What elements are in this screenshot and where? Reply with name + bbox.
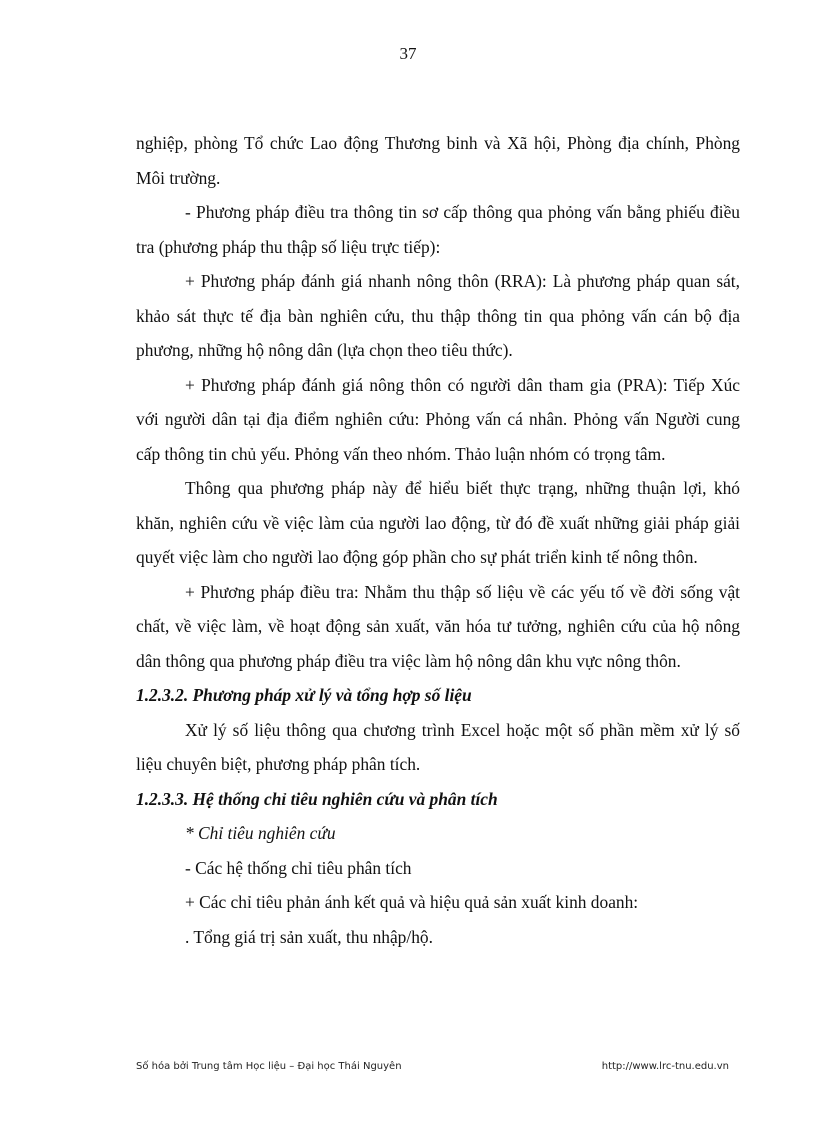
list-item-indicator-systems: - Các hệ thống chỉ tiêu phân tích	[185, 857, 412, 878]
subheading-research-indicators: * Chỉ tiêu nghiên cứu	[185, 823, 336, 843]
footer-credit: Số hóa bởi Trung tâm Học liệu – Đại học Thái Nguyên	[136, 1061, 402, 1072]
list-item-total-production-value: . Tổng giá trị sản xuất, thu nhập/hộ.	[185, 926, 433, 947]
paragraph-survey-method: + Phương pháp điều tra: Nhằm thu thập số liệu về các yếu tố về đời sống vật chất, về việc làm, về hoạt động sản xuất, văn hóa tư tưởng, nghiên cứu của hộ nông dân thông qua phương pháp điều tra việc làm hộ nông dân khu vực nông thôn.	[136, 581, 740, 671]
paragraph-data-processing: Xử lý số liệu thông qua chương trình Excel hoặc một số phần mềm xử lý số liệu chuyên biệt, phương pháp phân tích.	[136, 719, 740, 774]
footer-url: http://www.lrc-tnu.edu.vn	[601, 1061, 729, 1072]
paragraph-pra: + Phương pháp đánh giá nông thôn có người dân tham gia (PRA): Tiếp Xúc với người dân tại địa điểm nghiên cứu: Phỏng vấn cá nhân. Phỏng vấn Người cung cấp thông tin chủ yếu. Phỏng vấn theo nhóm. Thảo luận nhóm có trọng tâm.	[136, 374, 740, 464]
section-heading-indicators: 1.2.3.3. Hệ thống chỉ tiêu nghiên cứu và phân tích	[136, 788, 498, 809]
list-item-business-results: + Các chỉ tiêu phản ánh kết quả và hiệu quả sản xuất kinh doanh:	[185, 892, 639, 912]
section-heading-data-processing: 1.2.3.2. Phương pháp xử lý và tổng hợp số liệu	[136, 685, 472, 705]
paragraph-rra: + Phương pháp đánh giá nhanh nông thôn (RRA): Là phương pháp quan sát, khảo sát thực tế địa bàn nghiên cứu, thu thập thông tin qua phỏng vấn cán bộ địa phương, những hộ nông dân (lựa chọn theo tiêu thức).	[136, 271, 740, 360]
paragraph-primary-survey: - Phương pháp điều tra thông tin sơ cấp thông qua phỏng vấn bằng phiếu điều tra (phương pháp thu thập số liệu trực tiếp):	[136, 202, 740, 257]
paragraph-continuation: nghiệp, phòng Tổ chức Lao động Thương binh và Xã hội, Phòng địa chính, Phòng Môi trường.	[136, 133, 740, 188]
page-number: 37	[399, 44, 417, 63]
document-body	[136, 126, 740, 954]
paragraph-method-purpose: Thông qua phương pháp này để hiểu biết thực trạng, những thuận lợi, khó khăn, nghiên cứu về việc làm của người lao động, từ đó đề xuất những giải pháp giải quyết việc làm cho người lao động góp phần cho sự phát triển kinh tế nông thôn.	[136, 478, 740, 567]
